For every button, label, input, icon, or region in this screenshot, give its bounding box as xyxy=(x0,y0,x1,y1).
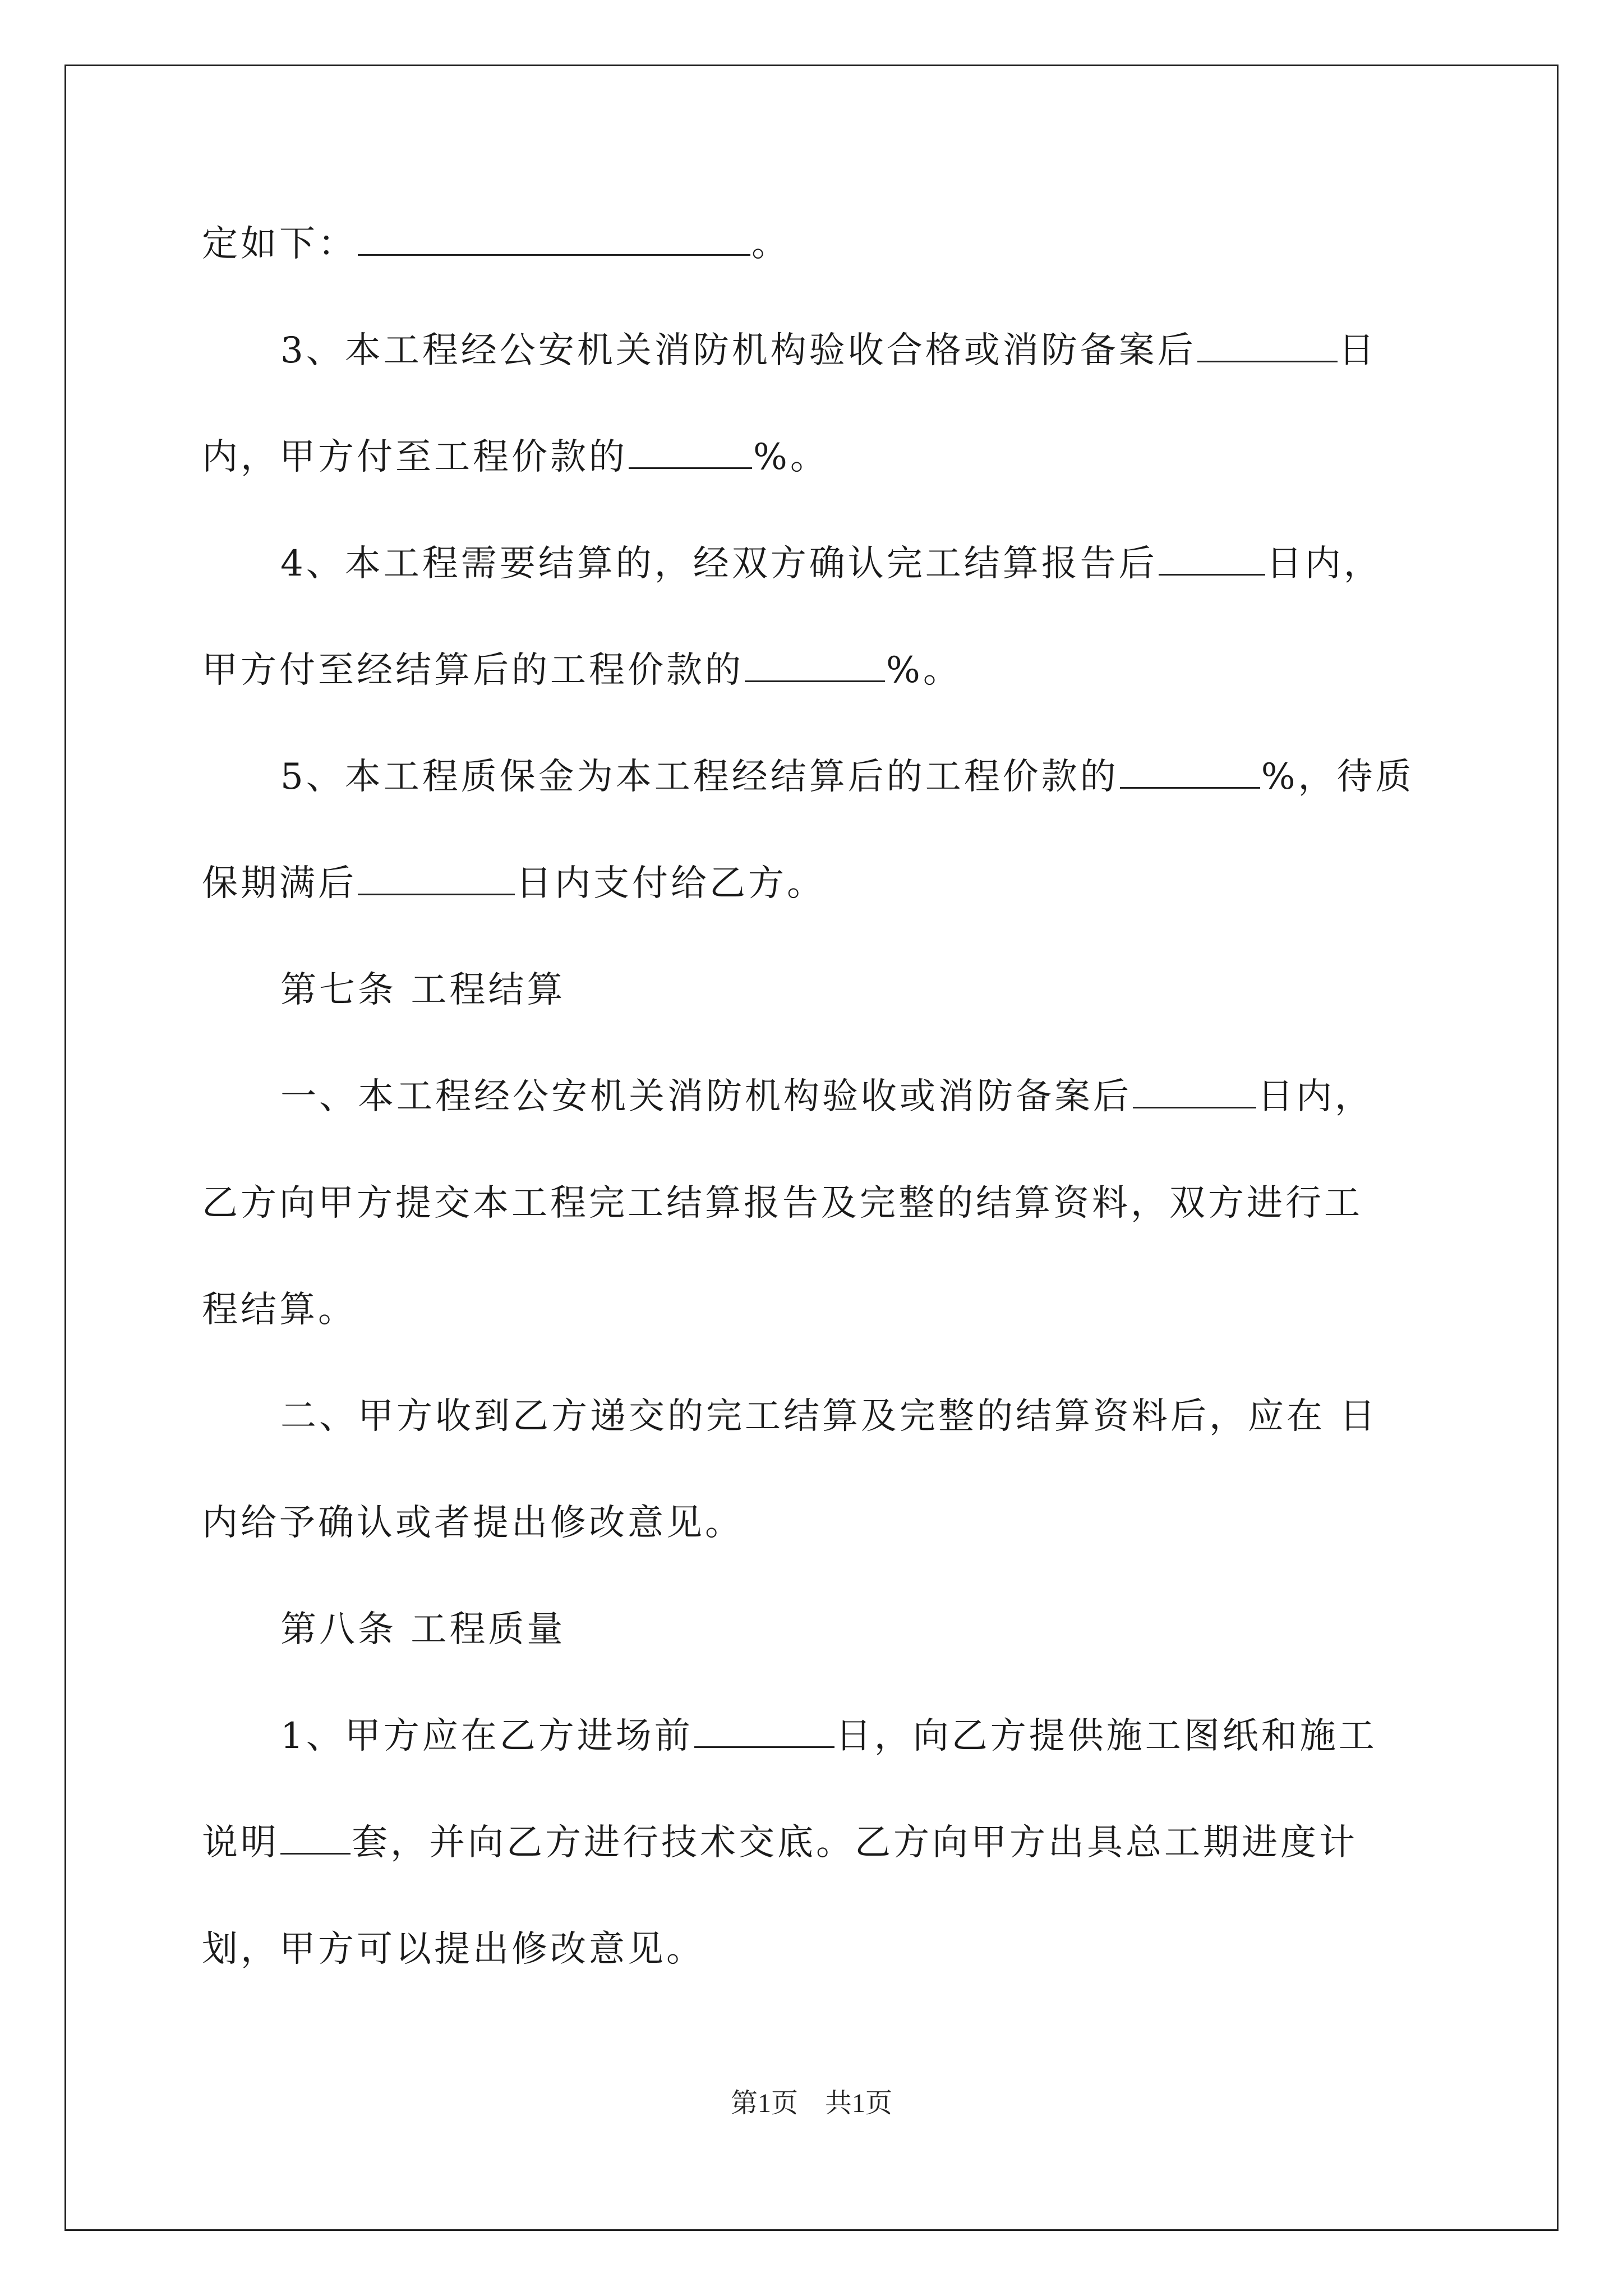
paragraph-line xyxy=(202,533,1424,639)
fill-in-blank xyxy=(358,854,515,895)
text-segment: 日内支付给乙方。 xyxy=(516,863,826,904)
text-segment: 日，向乙方提供施工图纸和施工 xyxy=(835,1715,1377,1757)
paragraph-line: 程结算。 xyxy=(202,1289,357,1331)
text-segment: 说明 xyxy=(202,1822,279,1864)
text-segment: 日内， xyxy=(1266,543,1382,585)
section-heading: 第七条 工程结算 xyxy=(280,969,566,1011)
paragraph-line xyxy=(202,1705,1424,1812)
paragraph-line xyxy=(202,320,1424,426)
paragraph-line xyxy=(202,426,1424,533)
text-segment: 日 xyxy=(1338,330,1377,371)
paragraph-line xyxy=(202,853,1424,959)
text-segment: 日内， xyxy=(1257,1076,1373,1117)
text-segment: 1、甲方应在乙方进场前 xyxy=(280,1715,693,1757)
text-segment: 内，甲方付至工程价款的 xyxy=(202,436,628,478)
fill-in-blank xyxy=(1133,1068,1256,1108)
text-segment: 。 xyxy=(751,223,790,265)
text-segment: %，待质 xyxy=(1261,756,1414,798)
paragraph-line: 划，甲方可以提出修改意见。 xyxy=(202,1929,705,1970)
page-number: 第1页 共1页 xyxy=(730,2088,892,2118)
fill-in-blank xyxy=(358,215,750,256)
paragraph-line: 乙方向甲方提交本工程完工结算报告及完整的结算资料，双方进行工 xyxy=(202,1182,1363,1224)
fill-in-blank xyxy=(1197,321,1338,362)
fill-in-blank xyxy=(694,1707,834,1748)
text-segment: %。 xyxy=(753,436,829,478)
paragraph-line xyxy=(202,746,1424,853)
paragraph-line xyxy=(202,1812,1424,1918)
section-heading: 第八条 工程质量 xyxy=(280,1609,566,1650)
fill-in-blank xyxy=(1159,535,1265,576)
fill-in-blank xyxy=(1120,748,1260,789)
text-segment: 甲方付至经结算后的工程价款的 xyxy=(202,650,744,691)
fill-in-blank xyxy=(280,1814,351,1855)
paragraph-line xyxy=(202,639,1424,746)
paragraph-line xyxy=(202,1066,1424,1172)
paragraph-line: 内给予确认或者提出修改意见。 xyxy=(202,1502,744,1544)
text-segment: 一、本工程经公安机关消防机构验收或消防备案后 xyxy=(280,1076,1132,1117)
text-segment: 5、本工程质保金为本工程经结算后的工程价款的 xyxy=(280,756,1119,798)
text-segment: 套，并向乙方进行技术交底。乙方向甲方出具总工期进度计 xyxy=(352,1822,1358,1864)
text-segment: 4、本工程需要结算的，经双方确认完工结算报告后 xyxy=(280,543,1158,585)
text-segment: 3、本工程经公安机关消防机构验收合格或消防备案后 xyxy=(280,330,1196,371)
fill-in-blank xyxy=(629,428,752,469)
paragraph-line: 二、甲方收到乙方递交的完工结算及完整的结算资料后，应在 日 xyxy=(280,1396,1378,1437)
paragraph-line xyxy=(202,213,1424,320)
text-segment: %。 xyxy=(886,650,962,691)
text-segment: 保期满后 xyxy=(202,863,357,904)
text-segment: 定如下： xyxy=(202,223,357,265)
fill-in-blank xyxy=(745,641,885,682)
document-body xyxy=(202,213,1424,2025)
